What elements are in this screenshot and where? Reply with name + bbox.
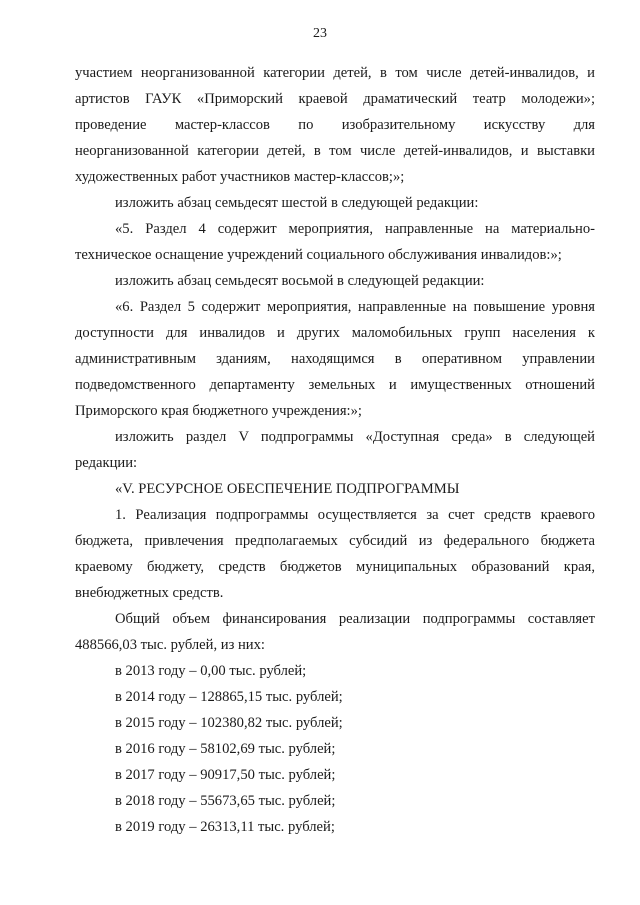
text-line: «6. Раздел 5 содержит мероприятия, направленные на повышение уровня: [115, 299, 595, 315]
text-line: изложить абзац семьдесят шестой в следующей редакции:: [115, 195, 479, 211]
text-line: редакции:: [75, 455, 138, 471]
text-line: 488566,03 тыс. рублей, из них:: [75, 637, 265, 653]
text-line: техническое оснащение учреждений социального обслуживания инвалидов:»;: [75, 247, 562, 263]
text-line: бюджета, привлечения предполагаемых субсидий из федерального бюджета: [75, 533, 595, 549]
text-line: в 2018 году – 55673,65 тыс. рублей;: [115, 793, 336, 809]
text-line: в 2013 году – 0,00 тыс. рублей;: [115, 663, 307, 679]
text-line: краевому бюджету, средств бюджетов муниципальных образований края,: [75, 559, 595, 575]
text-line: в 2019 году – 26313,11 тыс. рублей;: [115, 819, 335, 835]
text-line: проведение мастер-классов по изобразительному искусству для: [75, 117, 595, 133]
text-line: изложить абзац семьдесят восьмой в следующей редакции:: [115, 273, 485, 289]
text-line: в 2014 году – 128865,15 тыс. рублей;: [115, 689, 343, 705]
text-line: «V. РЕСУРСНОЕ ОБЕСПЕЧЕНИЕ ПОДПРОГРАММЫ: [115, 481, 460, 497]
text-line: Общий объем финансирования реализации подпрограммы составляет: [115, 611, 595, 627]
text-line: «5. Раздел 4 содержит мероприятия, направленные на материально-: [115, 221, 595, 237]
text-line: административным зданиям, находящимся в оперативном управлении: [75, 351, 595, 367]
text-line: в 2016 году – 58102,69 тыс. рублей;: [115, 741, 336, 757]
text-line: 1. Реализация подпрограммы осуществляется за счет средств краевого: [115, 507, 595, 523]
text-line: подведомственного департаменту земельных и имущественных отношений: [75, 377, 595, 393]
text-line: в 2017 году – 90917,50 тыс. рублей;: [115, 767, 336, 783]
page-number: 23: [313, 26, 327, 41]
text-line: внебюджетных средств.: [75, 585, 224, 601]
text-line: Приморского края бюджетного учреждения:»;: [75, 403, 362, 419]
text-line: артистов ГАУК «Приморский краевой драматический театр молодежи»;: [75, 91, 595, 107]
text-line: в 2015 году – 102380,82 тыс. рублей;: [115, 715, 343, 731]
document-body: [75, 60, 595, 840]
text-line: художественных работ участников мастер-классов;»;: [75, 169, 405, 185]
text-line: неорганизованной категории детей, в том числе детей-инвалидов, и выставки: [75, 143, 595, 159]
text-line: участием неорганизованной категории детей, в том числе детей-инвалидов, и: [75, 65, 595, 81]
text-line: доступности для инвалидов и других маломобильных групп населения к: [75, 325, 595, 341]
text-line: изложить раздел V подпрограммы «Доступная среда» в следующей: [115, 429, 595, 445]
